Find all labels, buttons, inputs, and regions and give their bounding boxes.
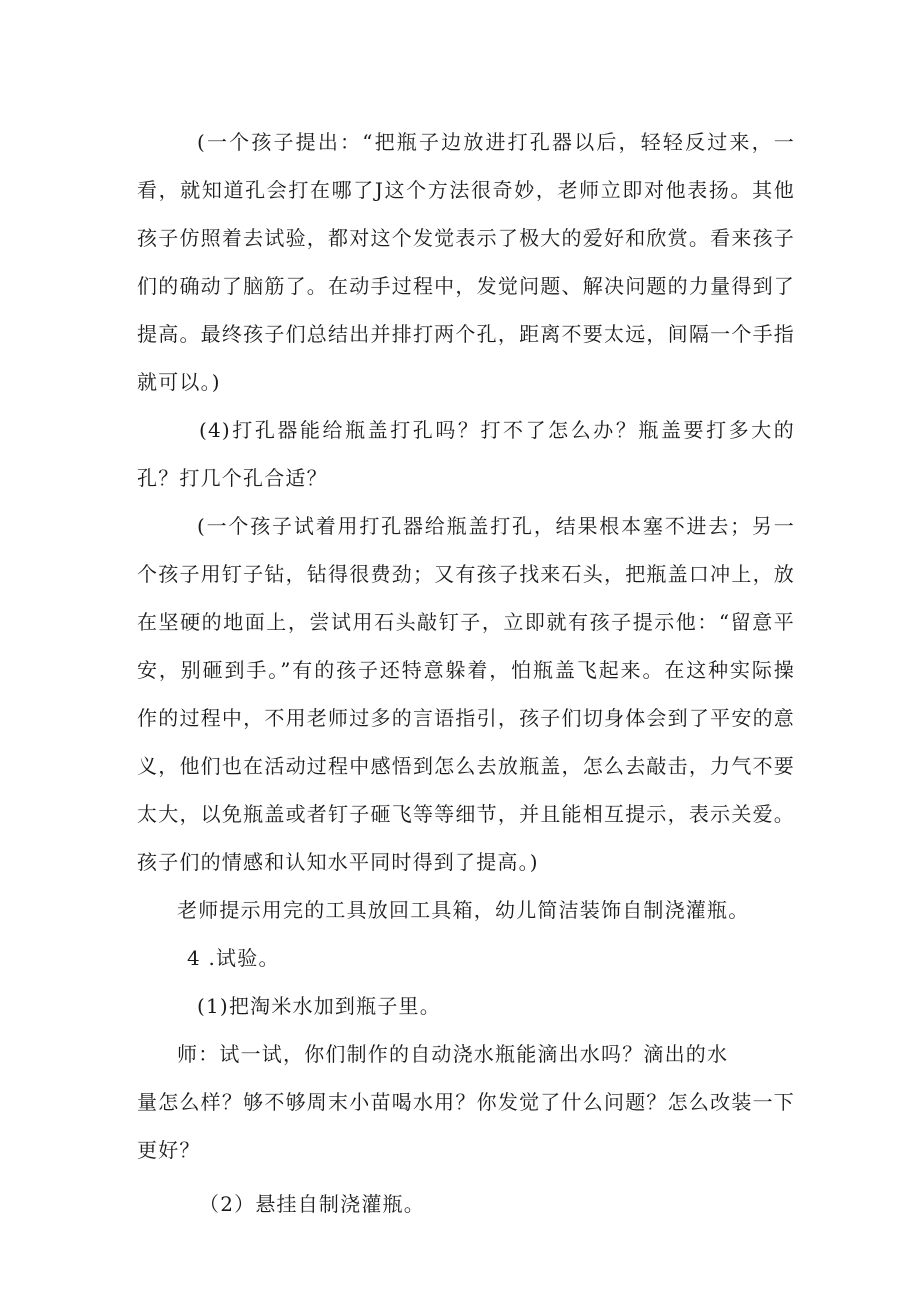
document-page bbox=[137, 118, 795, 1228]
teacher-question-continuation: 量怎么样？够不够周末小苗喝水用？你发觉了什么问题？怎么改装一下更好？ bbox=[137, 1090, 795, 1162]
section-heading-experiment: 4 .试验。 bbox=[187, 946, 280, 970]
paragraph-teacher-reminder: 老师提示用完的工具放回工具箱，幼儿简洁装饰自制浇灌瓶。 bbox=[177, 898, 750, 922]
paragraph-question-4: (4)打孔器能给瓶盖打孔吗？打不了怎么办？瓶盖要打多大的孔？打几个孔合适？ bbox=[137, 418, 795, 490]
step-hang-bottle: （2）悬挂自制浇灌瓶。 bbox=[199, 1192, 425, 1216]
step-add-water: (1)把淘米水加到瓶子里。 bbox=[197, 994, 441, 1018]
paragraph-child-observation: (一个孩子提出：“把瓶子边放进打孔器以后，轻轻反过来，一看，就知道孔会打在哪了J这个方法很奇妙，老师立即对他表扬。其他孩子仿照着去试验，都对这个发觉表示了极大的爱好和欣赏。看来孩子们的确动了脑筋了。在动手过程中，发觉问题、解决问题的力量得到了提高。最终孩子们总结出并排打两个孔，距离不要太远，间隔一个手指就可以。) bbox=[137, 130, 795, 394]
paragraph-child-attempts: (一个孩子试着用打孔器给瓶盖打孔，结果根本塞不进去；另一个孩子用钉子钻，钻得很费劲；又有孩子找来石头，把瓶盖口冲上，放在坚硬的地面上，尝试用石头敲钉子，立即就有孩子提示他：“留意平安，别砸到手。”有的孩子还特意躲着，怕瓶盖飞起来。在这种实际操作的过程中，不用老师过多的言语指引，孩子们切身体会到了平安的意义，他们也在活动过程中感悟到怎么去放瓶盖，怎么去敲击，力气不要太大，以免瓶盖或者钉子砸飞等等细节，并且能相互提示，表示关爱。孩子们的情感和认知水平同时得到了提高。) bbox=[137, 514, 795, 874]
teacher-question-line-1: 师：试一试，你们制作的自动浇水瓶能滴出水吗？滴出的水 bbox=[177, 1042, 729, 1066]
